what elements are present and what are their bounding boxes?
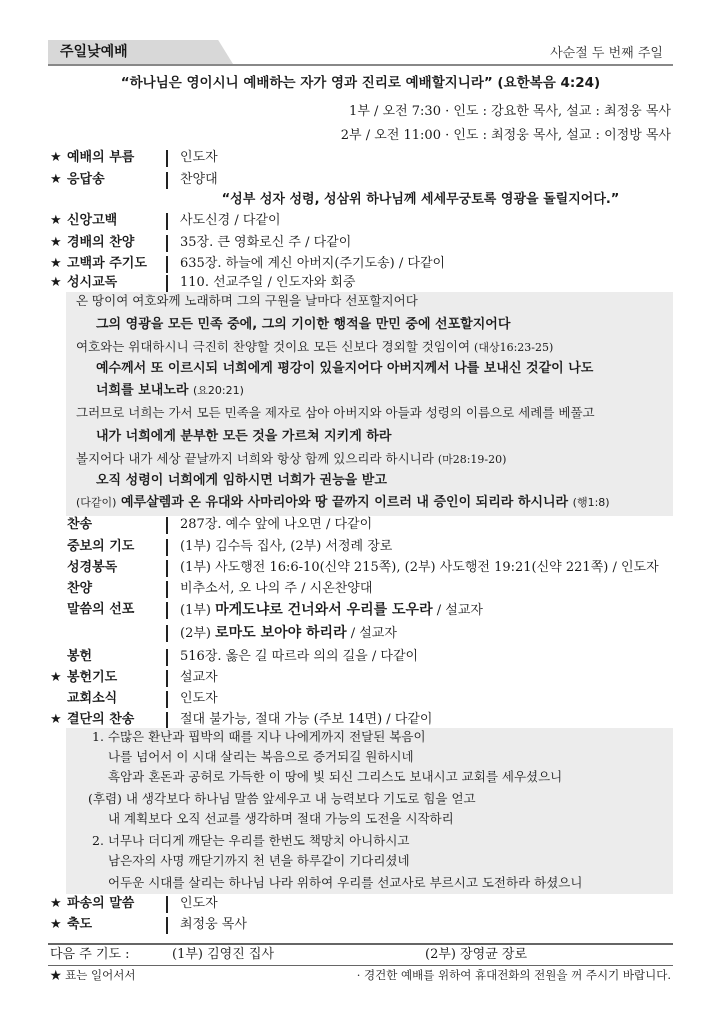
- theme-verse: “하나님은 영이시니 예배하는 자가 영과 진리로 예배할지니라” (요한복음 4:24): [120, 75, 601, 91]
- order-value: (1부) 사도행전 16:6-10(신약 215쪽), (2부) 사도행전 19:21(신약 221쪽) / 인도자: [180, 560, 659, 575]
- order-label: 성시교독: [67, 275, 118, 290]
- order-row: [50, 557, 673, 579]
- reading-line: 너희를 보내노라 (요20:21): [96, 383, 244, 398]
- stand-note: ★ 표는 일어서서: [50, 968, 136, 982]
- next-prayer-second: (2부) 장영균 장로: [425, 947, 528, 962]
- lyric-line: 내 계획보다 오직 선교를 생각하며 절대 가능의 도전을 시작하리: [108, 811, 454, 826]
- order-value: 635장. 하늘에 계신 아버지(주기도송) / 다같이: [180, 256, 446, 271]
- stand-star: ★: [50, 917, 62, 932]
- lyric-line: 1. 수많은 환난과 핍박의 때를 지나 나에게까지 전달된 복음이: [92, 729, 426, 744]
- divider-bar: [166, 560, 168, 577]
- order-value: 인도자: [180, 691, 218, 706]
- reading-line: 내가 너희에게 분부한 모든 것을 가르쳐 지키게 하라: [96, 429, 392, 444]
- order-label: 성경봉독: [67, 560, 118, 575]
- order-value: 사도신경 / 다같이: [180, 213, 281, 228]
- divider-bar: [166, 172, 168, 189]
- divider-bar: [166, 917, 168, 934]
- reading-line: 볼지어다 내가 세상 끝날까지 너희와 항상 함께 있으리라 하시니라 (마28:19-20): [76, 451, 507, 466]
- order-row: [50, 232, 673, 254]
- order-value: 설교자: [180, 670, 218, 685]
- order-value: 비추소서, 오 나의 주 / 시온찬양대: [180, 581, 373, 596]
- order-row: [50, 646, 673, 668]
- reading-line: 오직 성령이 너희에게 임하시면 너희가 권능을 받고: [96, 473, 387, 488]
- order-value: 35장. 큰 영화로신 주 / 다같이: [180, 235, 352, 250]
- page-subtitle: 사순절 두 번째 주일: [550, 46, 663, 61]
- lyric-line: 나를 넘어서 이 시대 살리는 복음으로 증거되길 원하시네: [108, 749, 414, 764]
- order-row: [50, 914, 673, 936]
- order-row: [50, 210, 673, 232]
- order-label: 찬양: [67, 581, 93, 596]
- order-value: 절대 불가능, 절대 가능 (주보 14면) / 다같이: [180, 712, 433, 727]
- order-row: [50, 667, 673, 689]
- footer-divider: [48, 943, 673, 945]
- order-row: [50, 514, 673, 536]
- order-row: [50, 147, 673, 169]
- sermon-row: [50, 622, 673, 644]
- divider-bar: [166, 691, 168, 708]
- order-value: 최정웅 목사: [180, 917, 247, 932]
- divider-bar: [166, 581, 168, 598]
- divider-bar: [166, 896, 168, 913]
- reading-line: 예수께서 또 이르시되 너희에게 평강이 있을지어다 아버지께서 나를 보내신 것같이 나도: [96, 361, 594, 376]
- stand-star: ★: [50, 213, 62, 228]
- service-1-info: 1부 / 오전 7:30 · 인도 : 강요한 목사, 설교 : 최정웅 목사: [349, 104, 671, 119]
- order-label: 경배의 찬양: [67, 235, 135, 250]
- divider-bar: [166, 150, 168, 167]
- order-label: 봉헌기도: [67, 670, 118, 685]
- order-row: [50, 169, 673, 191]
- stand-star: ★: [50, 256, 62, 271]
- reading-line: 그의 영광을 모든 민족 중에, 그의 기이한 행적을 만민 중에 선포할지어다: [96, 317, 511, 332]
- divider-bar: [166, 256, 168, 273]
- reading-line: (다같이) 예루살렘과 온 유대와 사마리아와 땅 끝까지 이르러 내 증인이 되리라 하시니라 (행1:8): [76, 495, 610, 510]
- lyric-line: (후렴) 내 생각보다 하나님 말씀 앞세우고 내 능력보다 기도로 힘을 얻고: [88, 791, 476, 806]
- order-label: 응답송: [67, 172, 105, 187]
- order-value: 516장. 옳은 길 따르라 의의 길을 / 다같이: [180, 649, 419, 664]
- divider-bar: [166, 649, 168, 666]
- order-value: 인도자: [180, 896, 218, 911]
- sermon-row: [50, 599, 673, 621]
- order-value: 110. 선교주일 / 인도자와 회중: [180, 275, 356, 290]
- stand-star: ★: [50, 235, 62, 250]
- sermon-2: (2부) 로마도 보아야 하리라 / 설교자: [180, 625, 397, 641]
- next-prayer-first: (1부) 김영진 집사: [172, 947, 275, 962]
- hymn-lyrics-box: [66, 728, 673, 894]
- order-value: 인도자: [180, 150, 218, 165]
- order-label: 고백과 주기도: [67, 256, 147, 271]
- order-label: 봉헌: [67, 649, 93, 664]
- stand-star: ★: [50, 896, 62, 911]
- doxology: “성부 성자 성령, 성삼위 하나님께 세세무궁토록 영광을 돌릴지어다.”: [221, 192, 620, 207]
- reading-line: 온 땅이여 여호와께 노래하며 그의 구원을 날마다 선포할지어다: [76, 293, 418, 308]
- divider-bar: [166, 539, 168, 556]
- order-label: 신앙고백: [67, 213, 118, 228]
- stand-star: ★: [50, 712, 62, 727]
- order-label: 중보의 기도: [67, 539, 135, 554]
- header-divider: [48, 64, 673, 66]
- reading-line: 여호와는 위대하시니 극진히 찬양할 것이요 모든 신보다 경외할 것임이여 (대상16:23-25): [76, 339, 554, 354]
- order-value: 찬양대: [180, 172, 218, 187]
- divider-bar: [166, 213, 168, 230]
- divider-bar: [166, 602, 168, 619]
- order-label: 말씀의 선포: [67, 602, 135, 617]
- lyric-line: 2. 너무나 더디게 깨닫는 우리를 한번도 책망치 아니하시고: [92, 833, 410, 848]
- divider-bar: [166, 235, 168, 252]
- order-row: [50, 688, 673, 710]
- phone-note: · 경건한 예배를 위하여 휴대전화의 전원을 꺼 주시기 바랍니다.: [356, 968, 671, 982]
- reading-line: 그러므로 너희는 가서 모든 민족을 제자로 삼아 아버지와 아들과 성령의 이름으로 세례를 베풀고: [76, 405, 595, 420]
- divider-bar: [166, 625, 168, 642]
- order-row: [50, 893, 673, 915]
- page-title: 주일낮예배: [60, 44, 128, 60]
- order-value: 287장. 예수 앞에 나오면 / 다같이: [180, 517, 373, 532]
- order-row: [50, 578, 673, 600]
- stand-star: ★: [50, 670, 62, 685]
- lyric-line: 남은자의 사명 깨닫기까지 천 년을 하루같이 기다리셨네: [108, 853, 410, 868]
- stand-star: ★: [50, 172, 62, 187]
- lyric-line: 어두운 시대를 살리는 하나님 나라 위하여 우리를 선교사로 부르시고 도전하라 하셨으니: [108, 875, 583, 890]
- order-row: [50, 536, 673, 558]
- order-value: (1부) 김수득 집사, (2부) 서정례 장로: [180, 539, 393, 554]
- order-label: 결단의 찬송: [67, 712, 135, 727]
- sermon-1: (1부) 마게도냐로 건너와서 우리를 도우라 / 설교자: [180, 602, 483, 618]
- order-label: 교회소식: [67, 691, 118, 706]
- divider-bar: [166, 670, 168, 687]
- service-2-info: 2부 / 오전 11:00 · 인도 : 최정웅 목사, 설교 : 이정방 목사: [340, 128, 671, 143]
- next-prayer-label: 다음 주 기도 :: [50, 947, 130, 962]
- order-label: 파송의 말씀: [67, 896, 135, 911]
- order-label: 찬송: [67, 517, 93, 532]
- order-label: 예배의 부름: [67, 150, 135, 165]
- order-label: 축도: [67, 917, 93, 932]
- stand-star: ★: [50, 150, 62, 165]
- responsive-reading-box: [66, 292, 673, 516]
- divider-bar: [166, 517, 168, 534]
- stand-star: ★: [50, 275, 62, 290]
- lyric-line: 흑암과 혼돈과 공허로 가득한 이 땅에 빛 되신 그리스도 보내시고 교회를 세우셨으니: [108, 769, 563, 784]
